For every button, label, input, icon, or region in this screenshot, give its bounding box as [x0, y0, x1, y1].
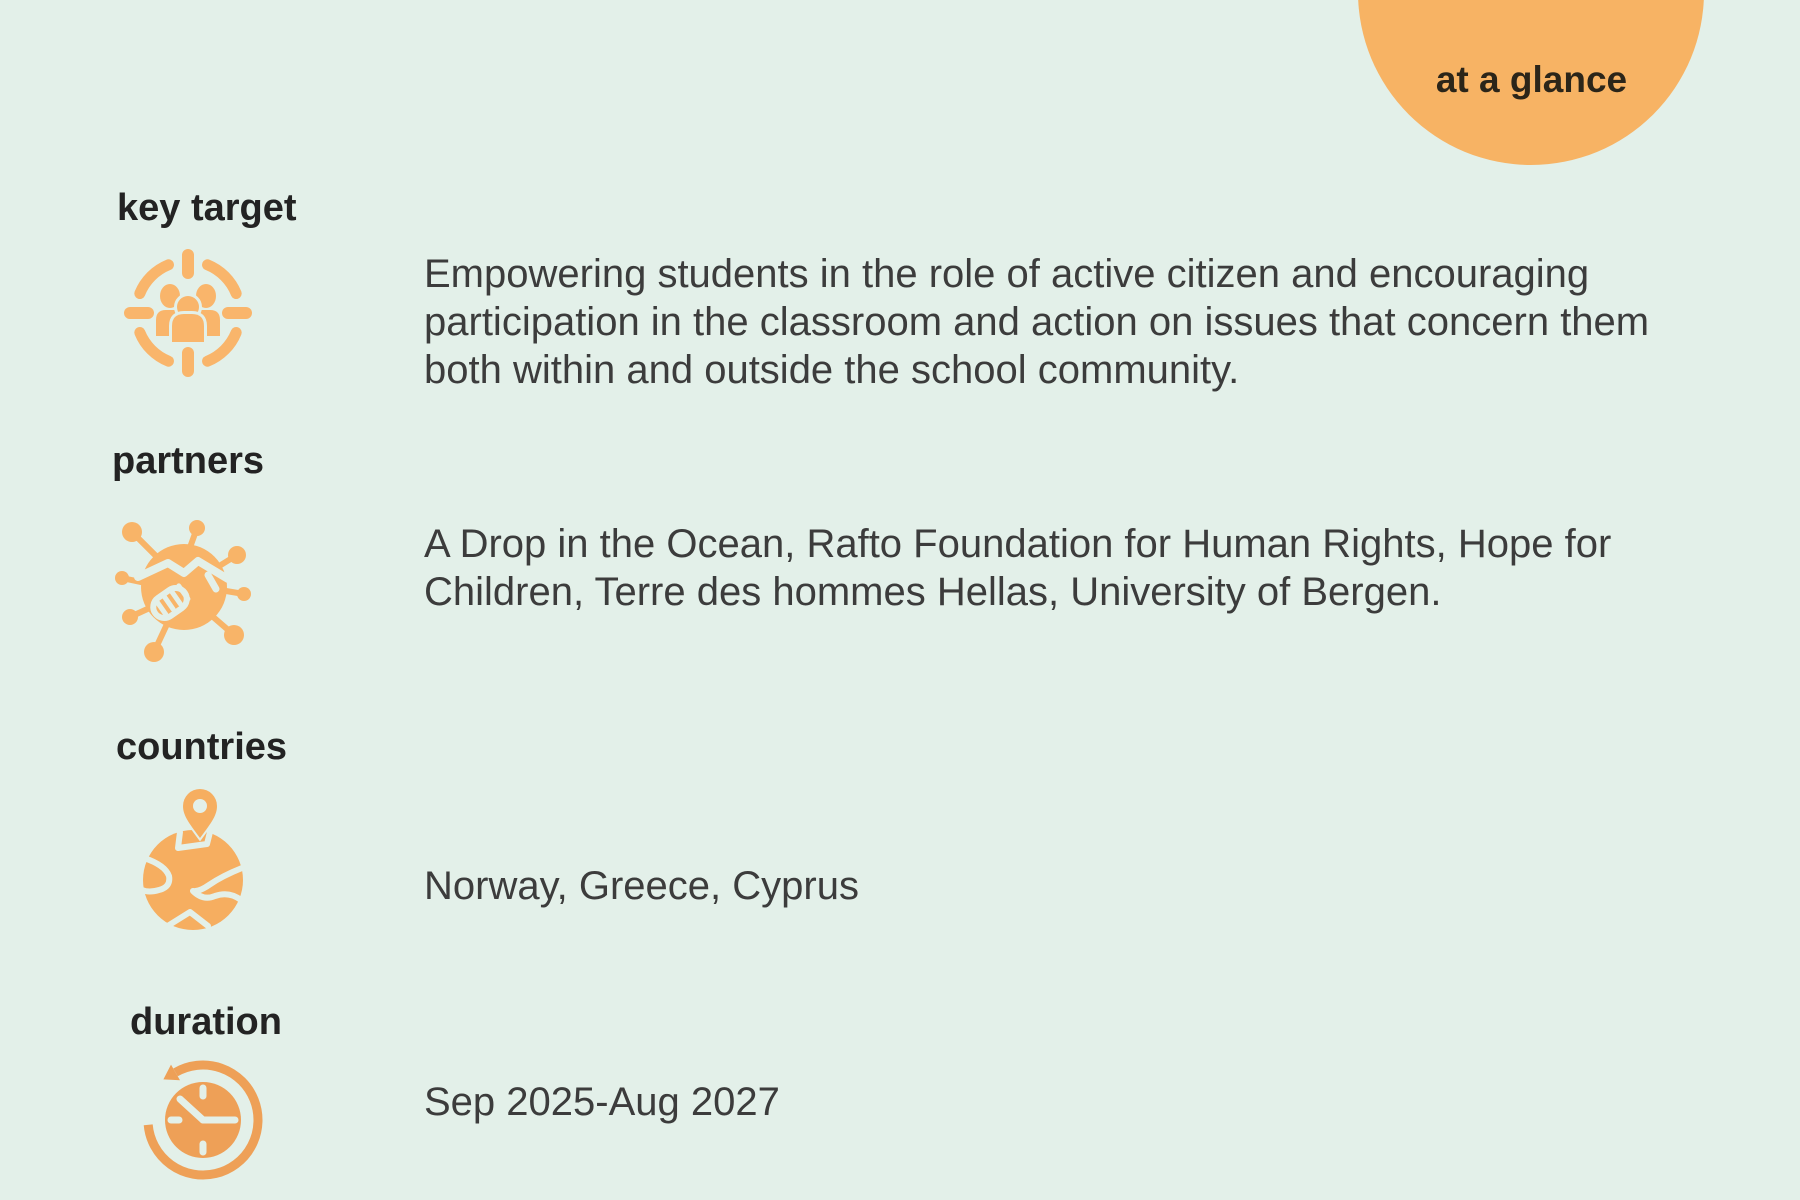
clock-history-icon — [136, 1052, 266, 1184]
duration-text — [424, 1078, 780, 1126]
key-target-heading: key target — [117, 187, 297, 229]
text-line: Empowering students in the role of active citizen and encouraging — [424, 252, 1590, 296]
target-audience-icon — [122, 247, 254, 379]
countries-text — [424, 862, 859, 910]
key-target-text — [424, 250, 1649, 394]
badge-label: at a glance — [1435, 59, 1628, 100]
partners-text — [424, 520, 1611, 616]
countries-heading: countries — [116, 726, 288, 768]
partners-heading: partners — [112, 440, 265, 482]
globe-location-pin-icon — [138, 782, 254, 934]
text-line: Children, Terre des hommes Hellas, University of Bergen. — [424, 570, 1442, 614]
text-line: participation in the classroom and action on issues that concern them — [424, 300, 1650, 344]
text-line: A Drop in the Ocean, Rafto Foundation for Human Rights, Hope for — [424, 522, 1612, 566]
duration-heading: duration — [130, 1001, 282, 1043]
handshake-network-icon — [110, 498, 260, 668]
text-line: Sep 2025-Aug 2027 — [424, 1080, 780, 1124]
text-line: both within and outside the school community. — [424, 348, 1240, 392]
text-line: Norway, Greece, Cyprus — [424, 864, 859, 908]
